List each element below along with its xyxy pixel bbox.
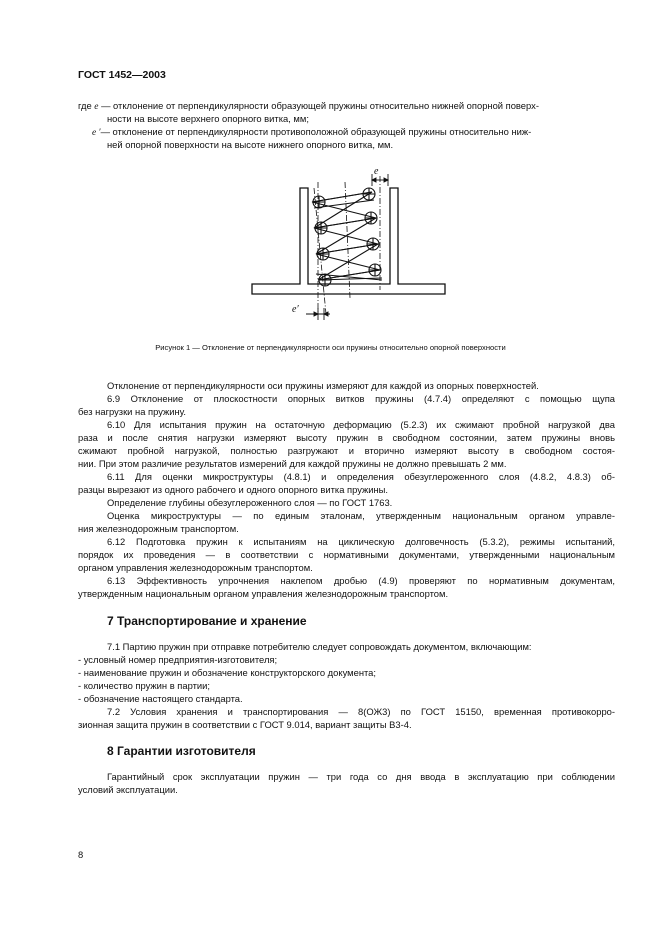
page-number: 8: [78, 849, 84, 860]
text-line: условий эксплуатации.: [78, 784, 178, 795]
symbol-e: e: [94, 102, 99, 112]
text-line: утвержденным национальным органом управления железнодорожным транспортом.: [78, 588, 449, 599]
text-line: ния железнодорожным транспортом.: [78, 523, 239, 534]
definition-e-line2: ности на высоте верхнего опорного витка, мм;: [107, 113, 309, 124]
document-header: ГОСТ 1452—2003: [78, 69, 166, 81]
definition-ep-line2: ней опорной поверхности на высоте нижнего опорного витка, мм.: [107, 139, 394, 150]
text-line: Отклонение от перпендикулярности оси пружины измеряют для каждой из опорных поверхностей.: [107, 380, 539, 391]
text-line: 6.11 Для оценки микроструктуры (4.8.1) и определения обезуглероженного слоя (4.8.2, 4.8.3) об-: [107, 471, 615, 482]
list-item: - условный номер предприятия-изготовителя;: [78, 654, 278, 665]
text-line: разцы вырезают из одного рабочего и одного опорного витка пружины.: [78, 484, 389, 495]
text-line: сжимают пробной нагрузкой, полностью разгружают и вторично измеряют высоту в свободном состоя-: [78, 445, 615, 456]
text-line: порядок их проведения — в соответствии с нормативными документами, утвержденными национальным: [78, 549, 615, 560]
list-item: - количество пружин в партии;: [78, 680, 210, 691]
definition-ep-line1: — отклонение от перпендикулярности противоположной образующей пружины относительно ниж-: [100, 126, 532, 137]
text-line: Оценка микроструктуры — по единым эталонам, утвержденным национальным органом управле-: [107, 510, 615, 521]
label-e: e: [374, 166, 379, 177]
text-line: без нагрузки на пружину.: [78, 406, 187, 417]
text-line: Гарантийный срок эксплуатации пружин — три года со дня ввода в эксплуатацию при соблюдении: [107, 771, 615, 782]
spring-figure: [240, 162, 450, 327]
definition-e: где e — отклонение от перпендикулярности образующей пружины относительно нижней опорной поверх-: [78, 100, 539, 112]
section-7-title: 7 Транспортирование и хранение: [107, 614, 307, 628]
text-line: 6.12 Подготовка пружин к испытаниям на циклическую долговечность (5.3.2), режимы испытаний,: [107, 536, 615, 547]
text-line: 7.1 Партию пружин при отправке потребителю следует сопровождать документом, включающим:: [107, 641, 532, 652]
text-line: органом управления железнодорожным транспортом.: [78, 562, 313, 573]
symbol-e-prime: e ′: [92, 128, 101, 138]
label-e-prime: e′: [292, 304, 299, 315]
text-line: 7.2 Условия хранения и транспортирования — 8(ОЖ3) по ГОСТ 15150, временная противокорро-: [107, 706, 615, 717]
text-line: Определение глубины обезуглероженного слоя — по ГОСТ 1763.: [107, 497, 393, 508]
list-item: - обозначение настоящего стандарта.: [78, 693, 243, 704]
figure-caption: Рисунок 1 — Отклонение от перпендикулярности оси пружины относительно опорной поверхности: [155, 343, 506, 352]
text-line: раза и после снятия нагрузки измеряют высоту пружин в свободном состоянии, затем пружины вновь: [78, 432, 615, 443]
definition-ep: [92, 126, 531, 140]
text-line: 6.10 Для испытания пружин на остаточную деформацию (5.2.3) их сжимают пробной нагрузкой два: [107, 419, 615, 430]
text-line: нии. При этом различие результатов измерений для каждой пружины не должно превышать 2 мм.: [78, 458, 507, 469]
definition-e-line1: — отклонение от перпендикулярности образующей пружины относительно нижней опорной поверх-: [98, 100, 539, 111]
spring-drawing: [240, 162, 450, 322]
text-line: 6.13 Эффективность упрочнения наклепом дробью (4.9) проверяют по нормативным документам,: [107, 575, 615, 586]
text-line: зионная защита пружин в соответствии с ГОСТ 9.014, вариант защиты В3-4.: [78, 719, 412, 730]
text-line: 6.9 Отклонение от плоскостности опорных витков пружины (4.7.4) определяют с помощью щупа: [107, 393, 615, 404]
list-item: - наименование пружин и обозначение конструкторского документа;: [78, 667, 376, 678]
section-8-title: 8 Гарантии изготовителя: [107, 744, 256, 758]
